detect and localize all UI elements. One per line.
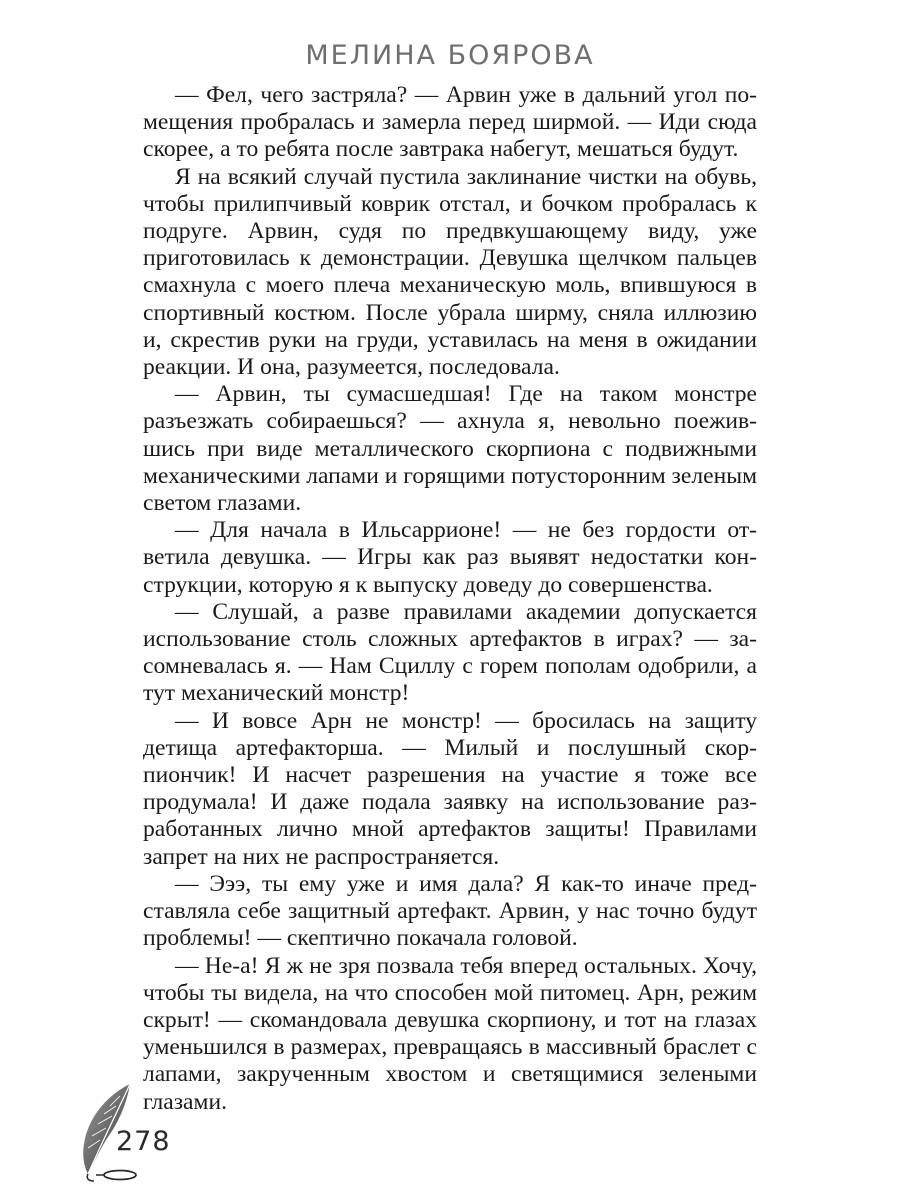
paragraph: — Не-а! Я ж не зря позвала тебя вперед остальных. Хочу, чтобы ты видела, на что способен мой питомец. Арн, режим скрыт! — скомандовала девушка скорпиону, и тот на глазах уменьшился в размерах, превращаясь в массивный браслет с лапами, закрученным хвостом и светящимися зелеными глазами. (143, 952, 757, 1115)
page-number: 278 (116, 1126, 171, 1157)
paragraph: — Эээ, ты ему уже и имя дала? Я как-то иначе представляла себе защитный артефакт. Арвин, у нас точно будут проблемы! — скептично покачала головой. (143, 870, 757, 952)
paragraph: — Слушай, а разве правилами академии допускается использование столь сложных артефактов в играх? — засомневалась я. — Нам Сциллу с горем пополам одобрили, а тут механический монстр! (143, 598, 757, 707)
paragraph: Я на всякий случай пустила заклинание чистки на обувь, чтобы прилипчивый коврик отстал, и бочком пробралась к подруге. Арвин, судя по предвкушающему виду, уже приготовилась к демонстрации. Девушка щелчком пальцев смахнула с моего плеча механическую моль, впившуюся в спортивный костюм. После убрала ширму, сняла иллюзию и, скрестив руки на груди, уставилась на меня в ожидании реакции. И она, разумеется, последовала. (143, 163, 757, 381)
running-title: МЕЛИНА БОЯРОВА (305, 40, 595, 71)
paragraph: — И вовсе Арн не монстр! — бросилась на защиту детища артефакторша. — Милый и послушный скорпиончик! И насчет разрешения на участие я тоже все продумала! И даже подала заявку на использование разработанных лично мной артефактов защиты! Правилами запрет на них не распространяется. (143, 707, 757, 870)
paragraph: — Для начала в Ильсаррионе! — не без гордости ответила девушка. — Игры как раз выявят недостатки конструкции, которую я к выпуску доведу до совершенства. (143, 517, 757, 598)
page-footer (76, 1082, 206, 1182)
body-text (143, 82, 757, 1116)
paragraph: — Фел, чего застряла? — Арвин уже в дальний угол помещения пробралась и замерла перед ширмой. — Иди сюда скорее, а то ребята после завтрака набегут, мешаться будут. (143, 82, 757, 163)
paragraph: — Арвин, ты сумасшедшая! Где на таком монстре разъезжать собираешься? — ахнула я, невольно поежившись при виде металлического скорпиона с подвижными механическими лапами и горящими потусторонним зеленым светом глазами. (143, 381, 757, 517)
